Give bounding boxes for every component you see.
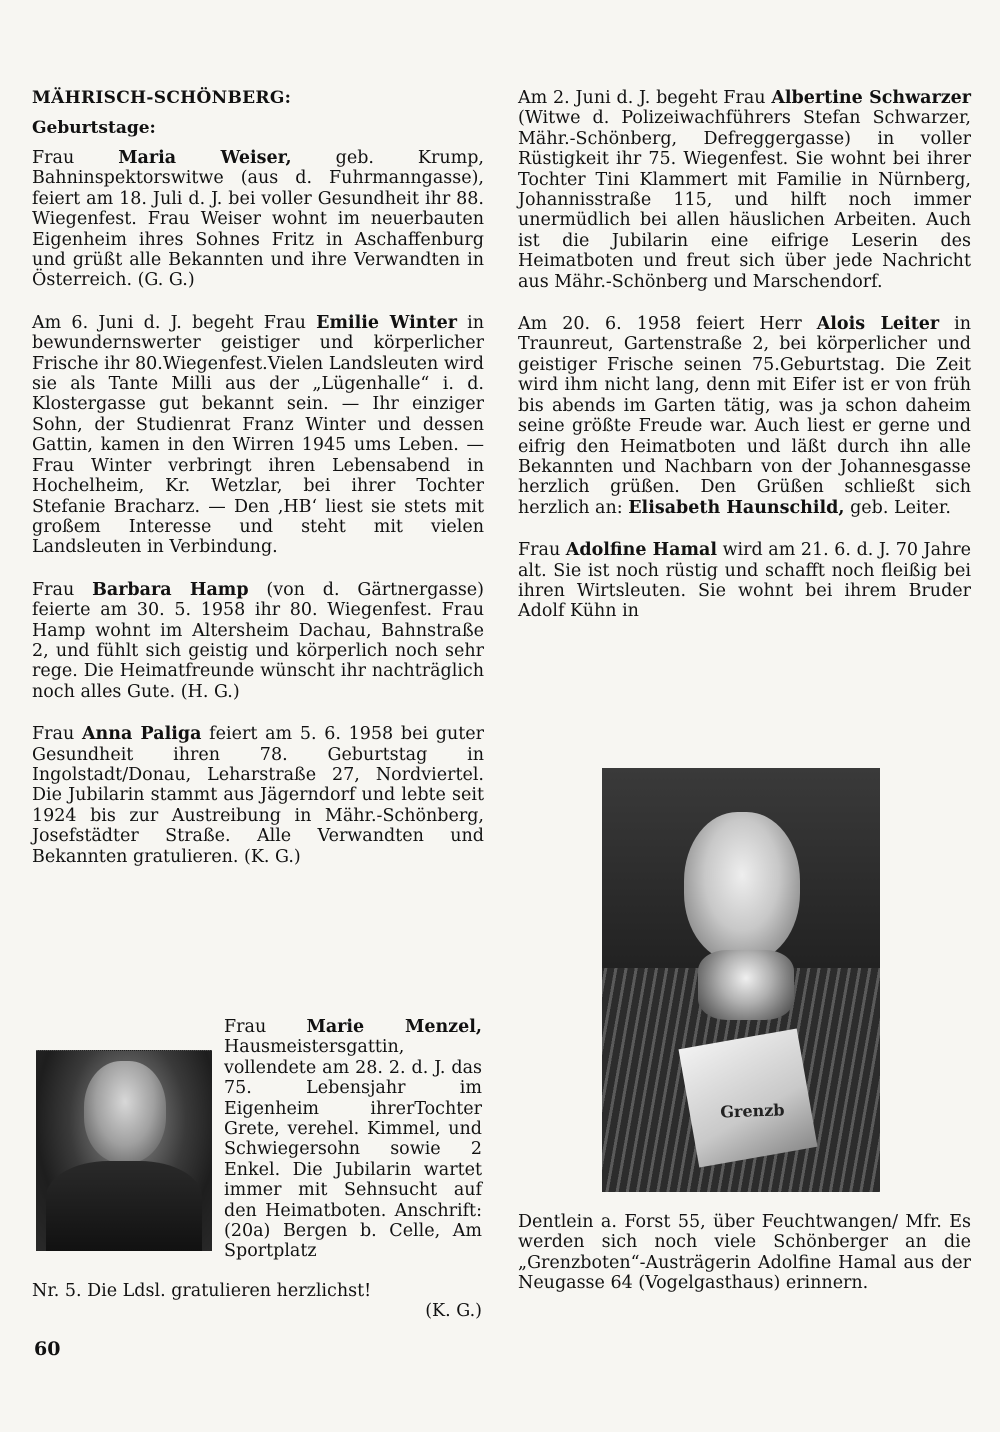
person-name: Alois Leiter — [816, 314, 940, 335]
person-name: Elisabeth Haunschild, — [628, 497, 845, 518]
portrait-photo-menzel — [36, 1050, 212, 1251]
portrait-collar — [698, 950, 794, 1020]
person-name: Emilie Winter — [316, 312, 457, 333]
entry-schwarzer: Am 2. Juni d. J. begeht Frau Albertine Schwarzer (Witwe d. Polizeiwachführers Stefan Schwarzer, Mähr.-Schönberg, Defreggergasse) in voller Rüstigkeit ihr 75. Wiegenfest. Sie wohnt bei ihrer Tochter Tini Klammert mit Familie in Nürnberg, Johannisstraße 115, und hilft noch immer unermüdlich bei allen häuslichen Arbeiten. Auch ist die Jubilarin eine eifrige Leserin des Heimatboten und freut sich über jede Nachricht aus Mähr.-Schönberg und Marschendorf. — [518, 88, 971, 292]
entry-hamal: Frau Adolfine Hamal wird am 21. 6. d. J. 70 Jahre alt. Sie ist noch rüstig und schafft noch fleißig bei ihren Wirtsleuten. Sie wohnt bei ihrem Bruder Adolf Kühn in — [518, 540, 971, 622]
person-name: Albertine Schwarzer — [771, 88, 971, 108]
entry-hamal-continued: Dentlein a. Forst 55, über Feuchtwangen/ Mfr. Es werden sich noch viele Schönberger an die „Grenzboten“-Austrägerin Adolfine Hamal aus der Neugasse 64 (Vogelgasthaus) erinnern. — [518, 1212, 971, 1294]
portrait-head — [84, 1061, 166, 1163]
portrait-photo-hamal — [602, 768, 880, 1192]
entry-menzel-tail: Nr. 5. Die Ldsl. gratulieren herzlichst! — [32, 1281, 372, 1301]
page-number: 60 — [34, 1338, 61, 1360]
person-name: Anna Paliga — [81, 724, 202, 745]
entry-menzel-signature: (K. G.) — [425, 1301, 482, 1321]
entry-winter: Am 6. Juni d. J. begeht Frau Emilie Winter in bewundernswerter geistiger und körperlicher Frische ihr 80.Wiegenfest.Vielen Landsleuten wird sie als Tante Milli aus der „Lügenhalle“ i. d. Klostergasse gut bekannt sein. — Ihr einziger Sohn, der Studienrat Franz Winter und dessen Gattin, kamen in den Wirren 1945 ums Leben. — Frau Winter verbringt ihren Lebensabend in Hochelheim, Kr. Wetzlar, bei ihrer Tochter Stefanie Bracharz. — Den ‚HB‘ liest sie stets mit großem Interesse und steht mit vielen Landsleuten in Verbindung. — [32, 312, 485, 558]
section-subheading: Geburtstage: — [32, 118, 156, 138]
section-heading: MÄHRISCH-SCHÖNBERG: — [32, 88, 292, 108]
person-name: Marie Menzel, — [306, 1017, 482, 1037]
entry-paliga: Frau Anna Paliga feiert am 5. 6. 1958 bei guter Gesundheit ihren 78. Geburtstag in Ingolstadt/Donau, Leharstraße 27, Nordviertel. Die Jubilarin stammt aus Jägerndorf und lebte seit 1924 bis zur Austreibung in Mähr.-Schönberg, Josefstädter Straße. Alle Verwandten und Bekannten gratulieren. (K. G.) — [32, 724, 484, 867]
newspaper-in-hand: Grenzb — [678, 1028, 817, 1167]
left-column — [32, 88, 484, 889]
portrait-body — [46, 1161, 202, 1251]
entry-hamp: Frau Barbara Hamp (von d. Gärtnergasse) feierte am 30. 5. 1958 ihr 80. Wiegenfest. Frau Hamp wohnt im Altersheim Dachau, Bahnstraße 2, und fühlt sich geistig und körperlich noch sehr rege. Die Heimatfreunde wünscht ihr nachträglich noch alles Gute. (H. G.) — [32, 579, 484, 702]
entry-weiser: Frau Maria Weiser, geb. Krump, Bahninspektorswitwe (aus d. Fuhrmanngasse), feiert am 18. Juli d. J. bei voller Gesundheit ihr 88. Wiegenfest. Frau Weiser wohnt im neuerbauten Eigenheim ihres Sohnes Fritz in Aschaffenburg und grüßt alle Bekannten und ihre Verwandten in Österreich. (G. G.) — [32, 148, 484, 291]
person-name: Barbara Hamp — [92, 579, 249, 600]
entry-menzel: Frau Marie Menzel, Hausmeistersgattin, vollendete am 28. 2. d. J. das 75. Lebensjahr im Eigenheim ihrerTochter Grete, verehel. Kimmel, und Schwiegersohn sowie 2 Enkel. Die Jubilarin wartet immer mit Sehnsucht auf den Heimatboten. Anschrift: (20a) Bergen b. Celle, Am Sportplatz — [224, 1017, 482, 1262]
person-name: Maria Weiser, — [118, 148, 292, 168]
right-column — [518, 88, 971, 644]
entry-leiter: Am 20. 6. 1958 feiert Herr Alois Leiter in Traunreut, Gartenstraße 2, bei körperlicher und geistiger Frische seinen 75.Geburtstag. Die Zeit wird ihm nicht lang, denn mit Eifer ist er von früh bis abends im Garten tätig, was ja schon daheim seine größte Freude war. Auch liest er gerne und eifrig den Heimatboten und läßt durch ihn alle Bekannten und Nachbarn von der Johannesgasse herzlich grüßen. Den Grüßen schließt sich herzlich an: Elisabeth Haunschild, geb. Leiter. — [518, 314, 971, 518]
person-name: Adolfine Hamal — [565, 540, 717, 561]
portrait-head — [684, 812, 800, 962]
